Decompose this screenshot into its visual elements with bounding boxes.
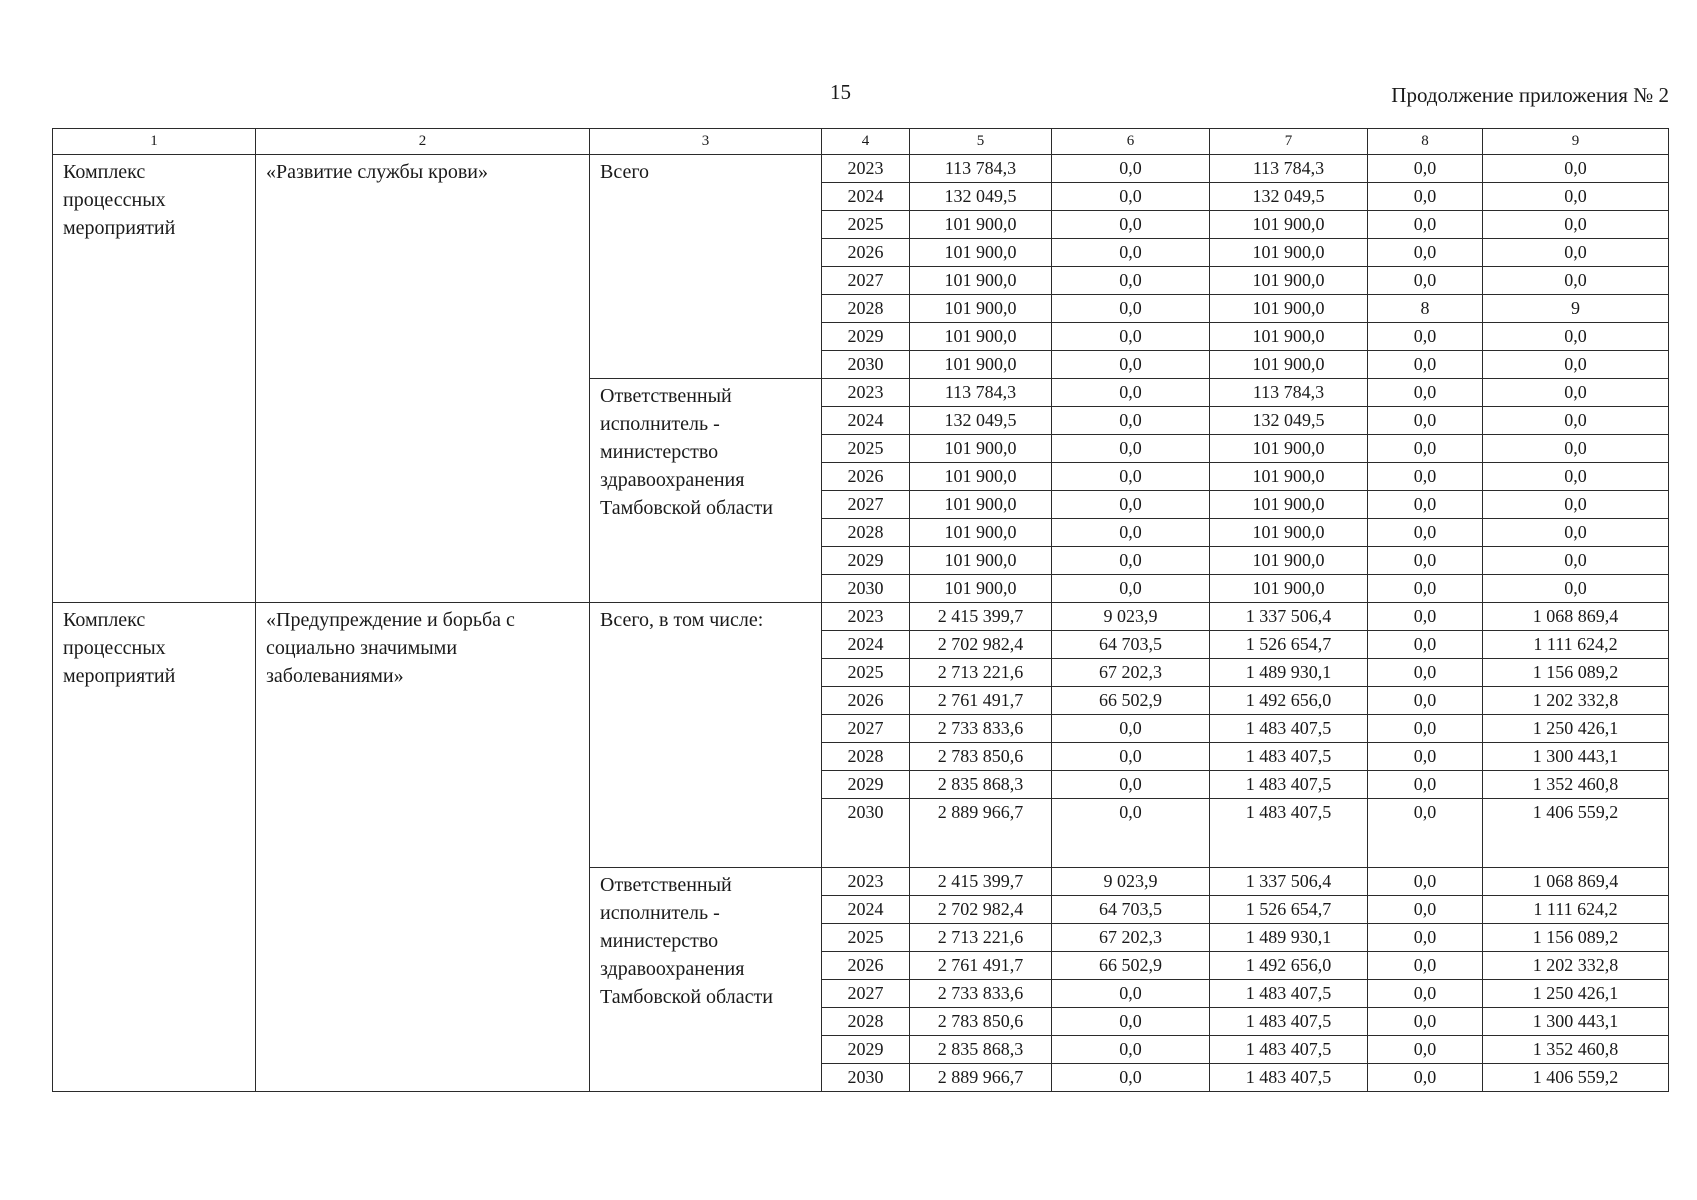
amount-col9-cell: 1 156 089,2 [1483, 924, 1669, 952]
amount-col6-cell: 0,0 [1052, 771, 1210, 799]
amount-col8-cell: 0,0 [1368, 407, 1483, 435]
year-cell: 2030 [822, 1064, 910, 1092]
amount-col9-cell: 1 068 869,4 [1483, 868, 1669, 896]
amount-total-cell: 101 900,0 [910, 547, 1052, 575]
amount-col6-cell: 0,0 [1052, 183, 1210, 211]
amount-total-cell: 101 900,0 [910, 351, 1052, 379]
amount-col6-cell: 64 703,5 [1052, 631, 1210, 659]
amount-col7-cell: 1 489 930,1 [1210, 659, 1368, 687]
funding-source-cell: Ответственный исполнитель - министерство здравоохранения Тамбовской области [590, 868, 822, 1092]
funding-table [52, 128, 1669, 1092]
amount-col9-cell: 0,0 [1483, 323, 1669, 351]
year-cell: 2029 [822, 1036, 910, 1064]
amount-col9-cell: 1 352 460,8 [1483, 771, 1669, 799]
amount-total-cell: 101 900,0 [910, 575, 1052, 603]
amount-col8-cell: 0,0 [1368, 687, 1483, 715]
funding-source-cell: Всего, в том числе: [590, 603, 822, 868]
amount-col9-cell: 1 406 559,2 [1483, 799, 1669, 868]
amount-col9-cell: 1 111 624,2 [1483, 896, 1669, 924]
amount-col8-cell: 0,0 [1368, 924, 1483, 952]
amount-col6-cell: 0,0 [1052, 491, 1210, 519]
amount-col8-cell: 0,0 [1368, 980, 1483, 1008]
column-number-cell: 1 [53, 129, 256, 155]
amount-col7-cell: 101 900,0 [1210, 239, 1368, 267]
amount-total-cell: 113 784,3 [910, 379, 1052, 407]
amount-col7-cell: 101 900,0 [1210, 351, 1368, 379]
appendix-continuation-note: Продолжение приложения № 2 [1391, 83, 1669, 107]
amount-col9-cell: 0,0 [1483, 239, 1669, 267]
amount-col9-cell: 1 202 332,8 [1483, 952, 1669, 980]
amount-total-cell: 101 900,0 [910, 463, 1052, 491]
amount-col9-cell: 1 250 426,1 [1483, 980, 1669, 1008]
amount-col7-cell: 1 492 656,0 [1210, 952, 1368, 980]
amount-col6-cell: 67 202,3 [1052, 659, 1210, 687]
amount-col9-cell: 1 300 443,1 [1483, 743, 1669, 771]
year-cell: 2028 [822, 1008, 910, 1036]
program-name-cell: «Предупреждение и борьба с социально значимыми заболеваниями» [256, 603, 590, 1092]
amount-col9-cell: 0,0 [1483, 463, 1669, 491]
amount-col9-cell: 0,0 [1483, 435, 1669, 463]
amount-col8-cell: 0,0 [1368, 239, 1483, 267]
amount-col9-cell: 1 156 089,2 [1483, 659, 1669, 687]
column-number-cell: 2 [256, 129, 590, 155]
year-cell: 2024 [822, 896, 910, 924]
amount-col7-cell: 113 784,3 [1210, 155, 1368, 183]
amount-col9-cell: 0,0 [1483, 379, 1669, 407]
year-cell: 2023 [822, 868, 910, 896]
year-cell: 2024 [822, 407, 910, 435]
column-number-cell: 9 [1483, 129, 1669, 155]
amount-total-cell: 2 733 833,6 [910, 980, 1052, 1008]
amount-col9-cell: 1 300 443,1 [1483, 1008, 1669, 1036]
amount-total-cell: 101 900,0 [910, 435, 1052, 463]
amount-col8-cell: 0,0 [1368, 799, 1483, 868]
year-cell: 2028 [822, 743, 910, 771]
amount-col6-cell: 67 202,3 [1052, 924, 1210, 952]
table-row [53, 155, 1669, 183]
amount-total-cell: 113 784,3 [910, 155, 1052, 183]
amount-total-cell: 101 900,0 [910, 239, 1052, 267]
amount-col7-cell: 1 483 407,5 [1210, 715, 1368, 743]
amount-col6-cell: 0,0 [1052, 407, 1210, 435]
category-cell: Комплекс процессных мероприятий [53, 155, 256, 603]
amount-total-cell: 101 900,0 [910, 295, 1052, 323]
amount-col9-cell: 0,0 [1483, 351, 1669, 379]
amount-total-cell: 2 835 868,3 [910, 1036, 1052, 1064]
year-cell: 2025 [822, 924, 910, 952]
amount-col8-cell: 0,0 [1368, 743, 1483, 771]
amount-col6-cell: 0,0 [1052, 435, 1210, 463]
amount-col9-cell: 0,0 [1483, 519, 1669, 547]
amount-col8-cell: 0,0 [1368, 267, 1483, 295]
amount-col8-cell: 0,0 [1368, 351, 1483, 379]
amount-col7-cell: 1 483 407,5 [1210, 771, 1368, 799]
amount-col6-cell: 0,0 [1052, 1064, 1210, 1092]
year-cell: 2026 [822, 952, 910, 980]
amount-col7-cell: 101 900,0 [1210, 547, 1368, 575]
amount-col8-cell: 0,0 [1368, 868, 1483, 896]
funding-table-body [53, 129, 1669, 1092]
column-number-row [53, 129, 1669, 155]
amount-col6-cell: 0,0 [1052, 295, 1210, 323]
amount-col6-cell: 0,0 [1052, 239, 1210, 267]
amount-col7-cell: 1 337 506,4 [1210, 868, 1368, 896]
year-cell: 2024 [822, 631, 910, 659]
amount-total-cell: 2 702 982,4 [910, 896, 1052, 924]
amount-col6-cell: 0,0 [1052, 463, 1210, 491]
amount-col6-cell: 0,0 [1052, 715, 1210, 743]
amount-col6-cell: 0,0 [1052, 267, 1210, 295]
year-cell: 2029 [822, 771, 910, 799]
amount-col9-cell: 0,0 [1483, 183, 1669, 211]
amount-col8-cell: 8 [1368, 295, 1483, 323]
year-cell: 2024 [822, 183, 910, 211]
amount-total-cell: 2 761 491,7 [910, 687, 1052, 715]
year-cell: 2027 [822, 980, 910, 1008]
amount-total-cell: 2 415 399,7 [910, 868, 1052, 896]
amount-total-cell: 2 783 850,6 [910, 1008, 1052, 1036]
amount-col7-cell: 101 900,0 [1210, 267, 1368, 295]
amount-col8-cell: 0,0 [1368, 183, 1483, 211]
column-number-cell: 3 [590, 129, 822, 155]
amount-total-cell: 132 049,5 [910, 407, 1052, 435]
column-number-cell: 7 [1210, 129, 1368, 155]
amount-col7-cell: 101 900,0 [1210, 323, 1368, 351]
amount-col6-cell: 0,0 [1052, 575, 1210, 603]
amount-col8-cell: 0,0 [1368, 379, 1483, 407]
amount-col6-cell: 64 703,5 [1052, 896, 1210, 924]
amount-total-cell: 101 900,0 [910, 323, 1052, 351]
amount-col6-cell: 66 502,9 [1052, 687, 1210, 715]
amount-col7-cell: 1 483 407,5 [1210, 1064, 1368, 1092]
year-cell: 2029 [822, 323, 910, 351]
amount-col6-cell: 0,0 [1052, 379, 1210, 407]
amount-col8-cell: 0,0 [1368, 1064, 1483, 1092]
amount-col6-cell: 0,0 [1052, 351, 1210, 379]
amount-total-cell: 101 900,0 [910, 491, 1052, 519]
year-cell: 2023 [822, 603, 910, 631]
amount-col9-cell: 0,0 [1483, 267, 1669, 295]
amount-col8-cell: 0,0 [1368, 715, 1483, 743]
year-cell: 2030 [822, 799, 910, 868]
amount-col6-cell: 9 023,9 [1052, 603, 1210, 631]
page-number: 15 [830, 80, 851, 104]
year-cell: 2026 [822, 239, 910, 267]
amount-col7-cell: 101 900,0 [1210, 575, 1368, 603]
amount-col7-cell: 101 900,0 [1210, 295, 1368, 323]
amount-col8-cell: 0,0 [1368, 463, 1483, 491]
amount-col8-cell: 0,0 [1368, 603, 1483, 631]
amount-col8-cell: 0,0 [1368, 631, 1483, 659]
year-cell: 2023 [822, 155, 910, 183]
amount-col6-cell: 0,0 [1052, 1036, 1210, 1064]
year-cell: 2023 [822, 379, 910, 407]
amount-col7-cell: 1 483 407,5 [1210, 980, 1368, 1008]
amount-col8-cell: 0,0 [1368, 547, 1483, 575]
amount-col6-cell: 0,0 [1052, 211, 1210, 239]
amount-col8-cell: 0,0 [1368, 155, 1483, 183]
year-cell: 2026 [822, 463, 910, 491]
amount-col8-cell: 0,0 [1368, 771, 1483, 799]
amount-total-cell: 2 713 221,6 [910, 924, 1052, 952]
amount-col6-cell: 66 502,9 [1052, 952, 1210, 980]
amount-col9-cell: 1 250 426,1 [1483, 715, 1669, 743]
amount-col7-cell: 1 489 930,1 [1210, 924, 1368, 952]
amount-col9-cell: 1 202 332,8 [1483, 687, 1669, 715]
amount-col7-cell: 1 483 407,5 [1210, 1008, 1368, 1036]
amount-col6-cell: 0,0 [1052, 519, 1210, 547]
year-cell: 2027 [822, 267, 910, 295]
amount-col6-cell: 0,0 [1052, 799, 1210, 868]
year-cell: 2028 [822, 295, 910, 323]
amount-col7-cell: 101 900,0 [1210, 463, 1368, 491]
amount-total-cell: 2 889 966,7 [910, 799, 1052, 868]
year-cell: 2025 [822, 435, 910, 463]
funding-source-cell: Всего [590, 155, 822, 379]
amount-total-cell: 132 049,5 [910, 183, 1052, 211]
amount-col9-cell: 0,0 [1483, 491, 1669, 519]
amount-col9-cell: 1 111 624,2 [1483, 631, 1669, 659]
amount-col7-cell: 101 900,0 [1210, 435, 1368, 463]
amount-col9-cell: 0,0 [1483, 155, 1669, 183]
year-cell: 2028 [822, 519, 910, 547]
amount-total-cell: 2 835 868,3 [910, 771, 1052, 799]
amount-col6-cell: 0,0 [1052, 1008, 1210, 1036]
year-cell: 2029 [822, 547, 910, 575]
amount-col7-cell: 132 049,5 [1210, 407, 1368, 435]
amount-col9-cell: 0,0 [1483, 575, 1669, 603]
amount-col8-cell: 0,0 [1368, 211, 1483, 239]
amount-col8-cell: 0,0 [1368, 1036, 1483, 1064]
amount-col8-cell: 0,0 [1368, 491, 1483, 519]
amount-col6-cell: 0,0 [1052, 980, 1210, 1008]
amount-col9-cell: 1 068 869,4 [1483, 603, 1669, 631]
amount-total-cell: 2 415 399,7 [910, 603, 1052, 631]
amount-col7-cell: 101 900,0 [1210, 211, 1368, 239]
amount-total-cell: 2 713 221,6 [910, 659, 1052, 687]
amount-total-cell: 2 733 833,6 [910, 715, 1052, 743]
table-row [53, 603, 1669, 631]
amount-col8-cell: 0,0 [1368, 1008, 1483, 1036]
amount-col8-cell: 0,0 [1368, 896, 1483, 924]
amount-col7-cell: 1 492 656,0 [1210, 687, 1368, 715]
category-cell: Комплекс процессных мероприятий [53, 603, 256, 1092]
amount-col7-cell: 101 900,0 [1210, 491, 1368, 519]
amount-total-cell: 2 889 966,7 [910, 1064, 1052, 1092]
amount-col8-cell: 0,0 [1368, 659, 1483, 687]
amount-total-cell: 2 761 491,7 [910, 952, 1052, 980]
year-cell: 2026 [822, 687, 910, 715]
amount-col7-cell: 101 900,0 [1210, 519, 1368, 547]
amount-col8-cell: 0,0 [1368, 575, 1483, 603]
amount-col6-cell: 9 023,9 [1052, 868, 1210, 896]
amount-col6-cell: 0,0 [1052, 323, 1210, 351]
amount-col7-cell: 113 784,3 [1210, 379, 1368, 407]
year-cell: 2030 [822, 351, 910, 379]
amount-col8-cell: 0,0 [1368, 519, 1483, 547]
year-cell: 2025 [822, 659, 910, 687]
amount-col6-cell: 0,0 [1052, 155, 1210, 183]
amount-col7-cell: 1 483 407,5 [1210, 1036, 1368, 1064]
amount-col8-cell: 0,0 [1368, 952, 1483, 980]
column-number-cell: 4 [822, 129, 910, 155]
year-cell: 2027 [822, 491, 910, 519]
year-cell: 2027 [822, 715, 910, 743]
column-number-cell: 6 [1052, 129, 1210, 155]
amount-col9-cell: 9 [1483, 295, 1669, 323]
amount-total-cell: 101 900,0 [910, 211, 1052, 239]
amount-col8-cell: 0,0 [1368, 323, 1483, 351]
amount-col7-cell: 1 483 407,5 [1210, 799, 1368, 868]
amount-col6-cell: 0,0 [1052, 743, 1210, 771]
amount-col7-cell: 1 526 654,7 [1210, 631, 1368, 659]
amount-col6-cell: 0,0 [1052, 547, 1210, 575]
amount-col7-cell: 1 337 506,4 [1210, 603, 1368, 631]
amount-total-cell: 2 702 982,4 [910, 631, 1052, 659]
amount-col7-cell: 132 049,5 [1210, 183, 1368, 211]
amount-col9-cell: 1 406 559,2 [1483, 1064, 1669, 1092]
amount-col7-cell: 1 526 654,7 [1210, 896, 1368, 924]
funding-source-cell: Ответственный исполнитель - министерство здравоохранения Тамбовской области [590, 379, 822, 603]
amount-total-cell: 101 900,0 [910, 519, 1052, 547]
column-number-cell: 5 [910, 129, 1052, 155]
year-cell: 2025 [822, 211, 910, 239]
column-number-cell: 8 [1368, 129, 1483, 155]
program-name-cell: «Развитие службы крови» [256, 155, 590, 603]
amount-col7-cell: 1 483 407,5 [1210, 743, 1368, 771]
amount-col9-cell: 0,0 [1483, 547, 1669, 575]
amount-total-cell: 101 900,0 [910, 267, 1052, 295]
amount-col8-cell: 0,0 [1368, 435, 1483, 463]
amount-col9-cell: 1 352 460,8 [1483, 1036, 1669, 1064]
amount-col9-cell: 0,0 [1483, 211, 1669, 239]
amount-total-cell: 2 783 850,6 [910, 743, 1052, 771]
year-cell: 2030 [822, 575, 910, 603]
amount-col9-cell: 0,0 [1483, 407, 1669, 435]
